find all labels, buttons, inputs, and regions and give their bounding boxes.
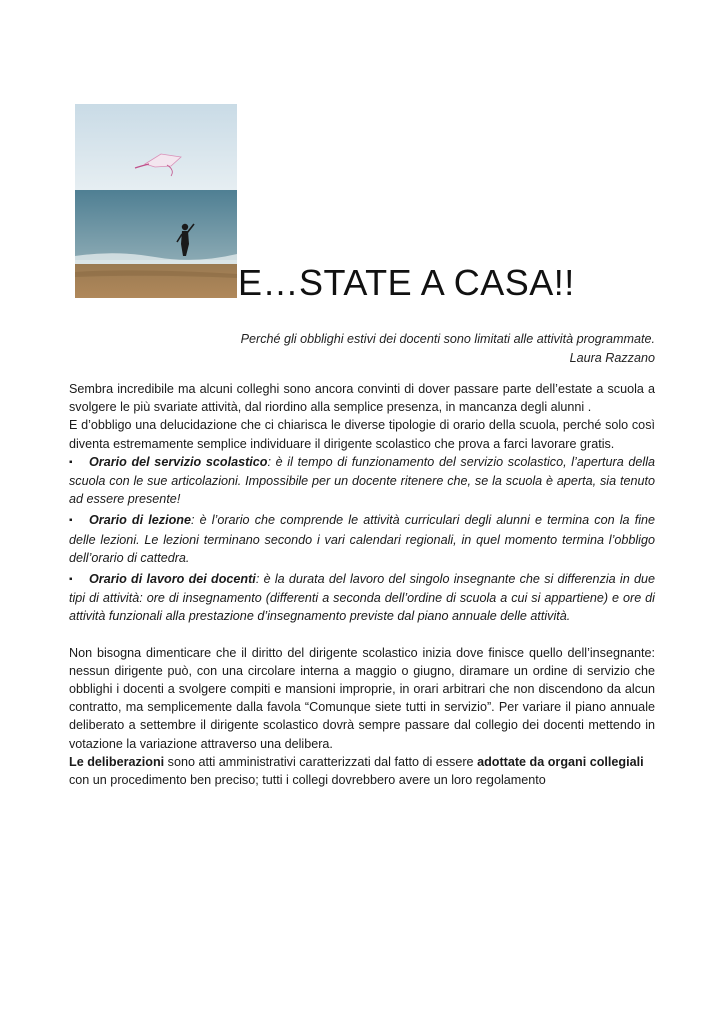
paragraph-rights: Non bisogna dimenticare che il diritto del dirigente scolastico inizia dove finisce quello dell’insegnante: nessun dirigente può, con una circolare interna a maggio o giugno, diramare un ordine di servizio che obblighi i docenti a svolgere compiti e mansioni improprie, in orari arbitrari che non discendono da alcun contratto, ma semplicemente dalla favola “Comunque siete tutti in servizio”. Per variare il piano annuale deliberato a settembre il dirigente scolastico dovrà sempre passare dal collegio dei docenti mettendo in votazione la variazione attraverso una delibera. — [69, 645, 655, 751]
bullet-text: : è il tempo di funzionamento del servizio scolastico, l’apertura della scuola con le sue articolazioni. Impossibile per un docente ritenere che, se la scuola è aperta, sia tenuto ad essere presente! — [69, 454, 656, 507]
author: Laura Razzano — [569, 351, 655, 365]
bullet-text: : è l’orario che comprende le attività curriculari degli alunni e termina con la fine delle lezioni. Le lezioni terminano secondo i vari calendari regionali, in quel momento termina l’obbligo dell’orario di cattedra. — [69, 513, 655, 565]
list-item — [69, 511, 655, 567]
bullet-marker-icon: ▪ — [69, 456, 73, 468]
bullet-text: : è la durata del lavoro del singolo insegnante che si differenzia in due tipi di attività: ore di insegnamento (differenti a seconda dell’ordine di scuola a cui si appartiene) e ore di attività funzionali alla prestazione d’insegnamento previste dal piano annuale delle attività. — [69, 572, 656, 624]
beach-kite-photo — [75, 104, 237, 298]
bullet-marker-icon: ▪ — [69, 574, 73, 586]
bullet-term: Orario del servizio scolastico — [89, 454, 268, 469]
paragraph-intro: Sembra incredibile ma alcuni colleghi sono ancora convinti di dover passare parte dell’estate a scuola a svolgere le più svariate attività, dal riordino alla semplice presenza, in mancanza degli alunni . — [69, 382, 655, 415]
bullet-term: Orario di lavoro dei docenti — [89, 572, 256, 587]
bullet-term: Orario di lezione — [89, 513, 191, 528]
paragraph-deliberations: Le deliberazioni sono atti amministrativi caratterizzati dal fatto di essere adottate da organi collegiali con un procedimento ben preciso; tutti i collegi dovrebbero avere un loro regolamento — [69, 754, 644, 788]
page-title: E…STATE A CASA!! — [238, 262, 575, 303]
subtitle-block — [241, 330, 655, 368]
list-item — [69, 570, 655, 626]
article-body — [69, 380, 655, 789]
bullet-marker-icon: ▪ — [69, 515, 73, 527]
subtitle: Perché gli obblighi estivi dei docenti sono limitati alle attività programmate. — [240, 332, 655, 346]
paragraph-clarification: E d’obbligo una delucidazione che ci chiarisca le diverse tipologie di orario della scuola, perché solo così diventa estremamente semplice individuare il dirigente scolastico che prova a farci lavorare gratis. — [69, 418, 655, 451]
bold-term: Le deliberazioni — [69, 754, 165, 769]
list-item — [69, 453, 655, 509]
bold-term: adottate da organi collegiali — [477, 754, 644, 769]
